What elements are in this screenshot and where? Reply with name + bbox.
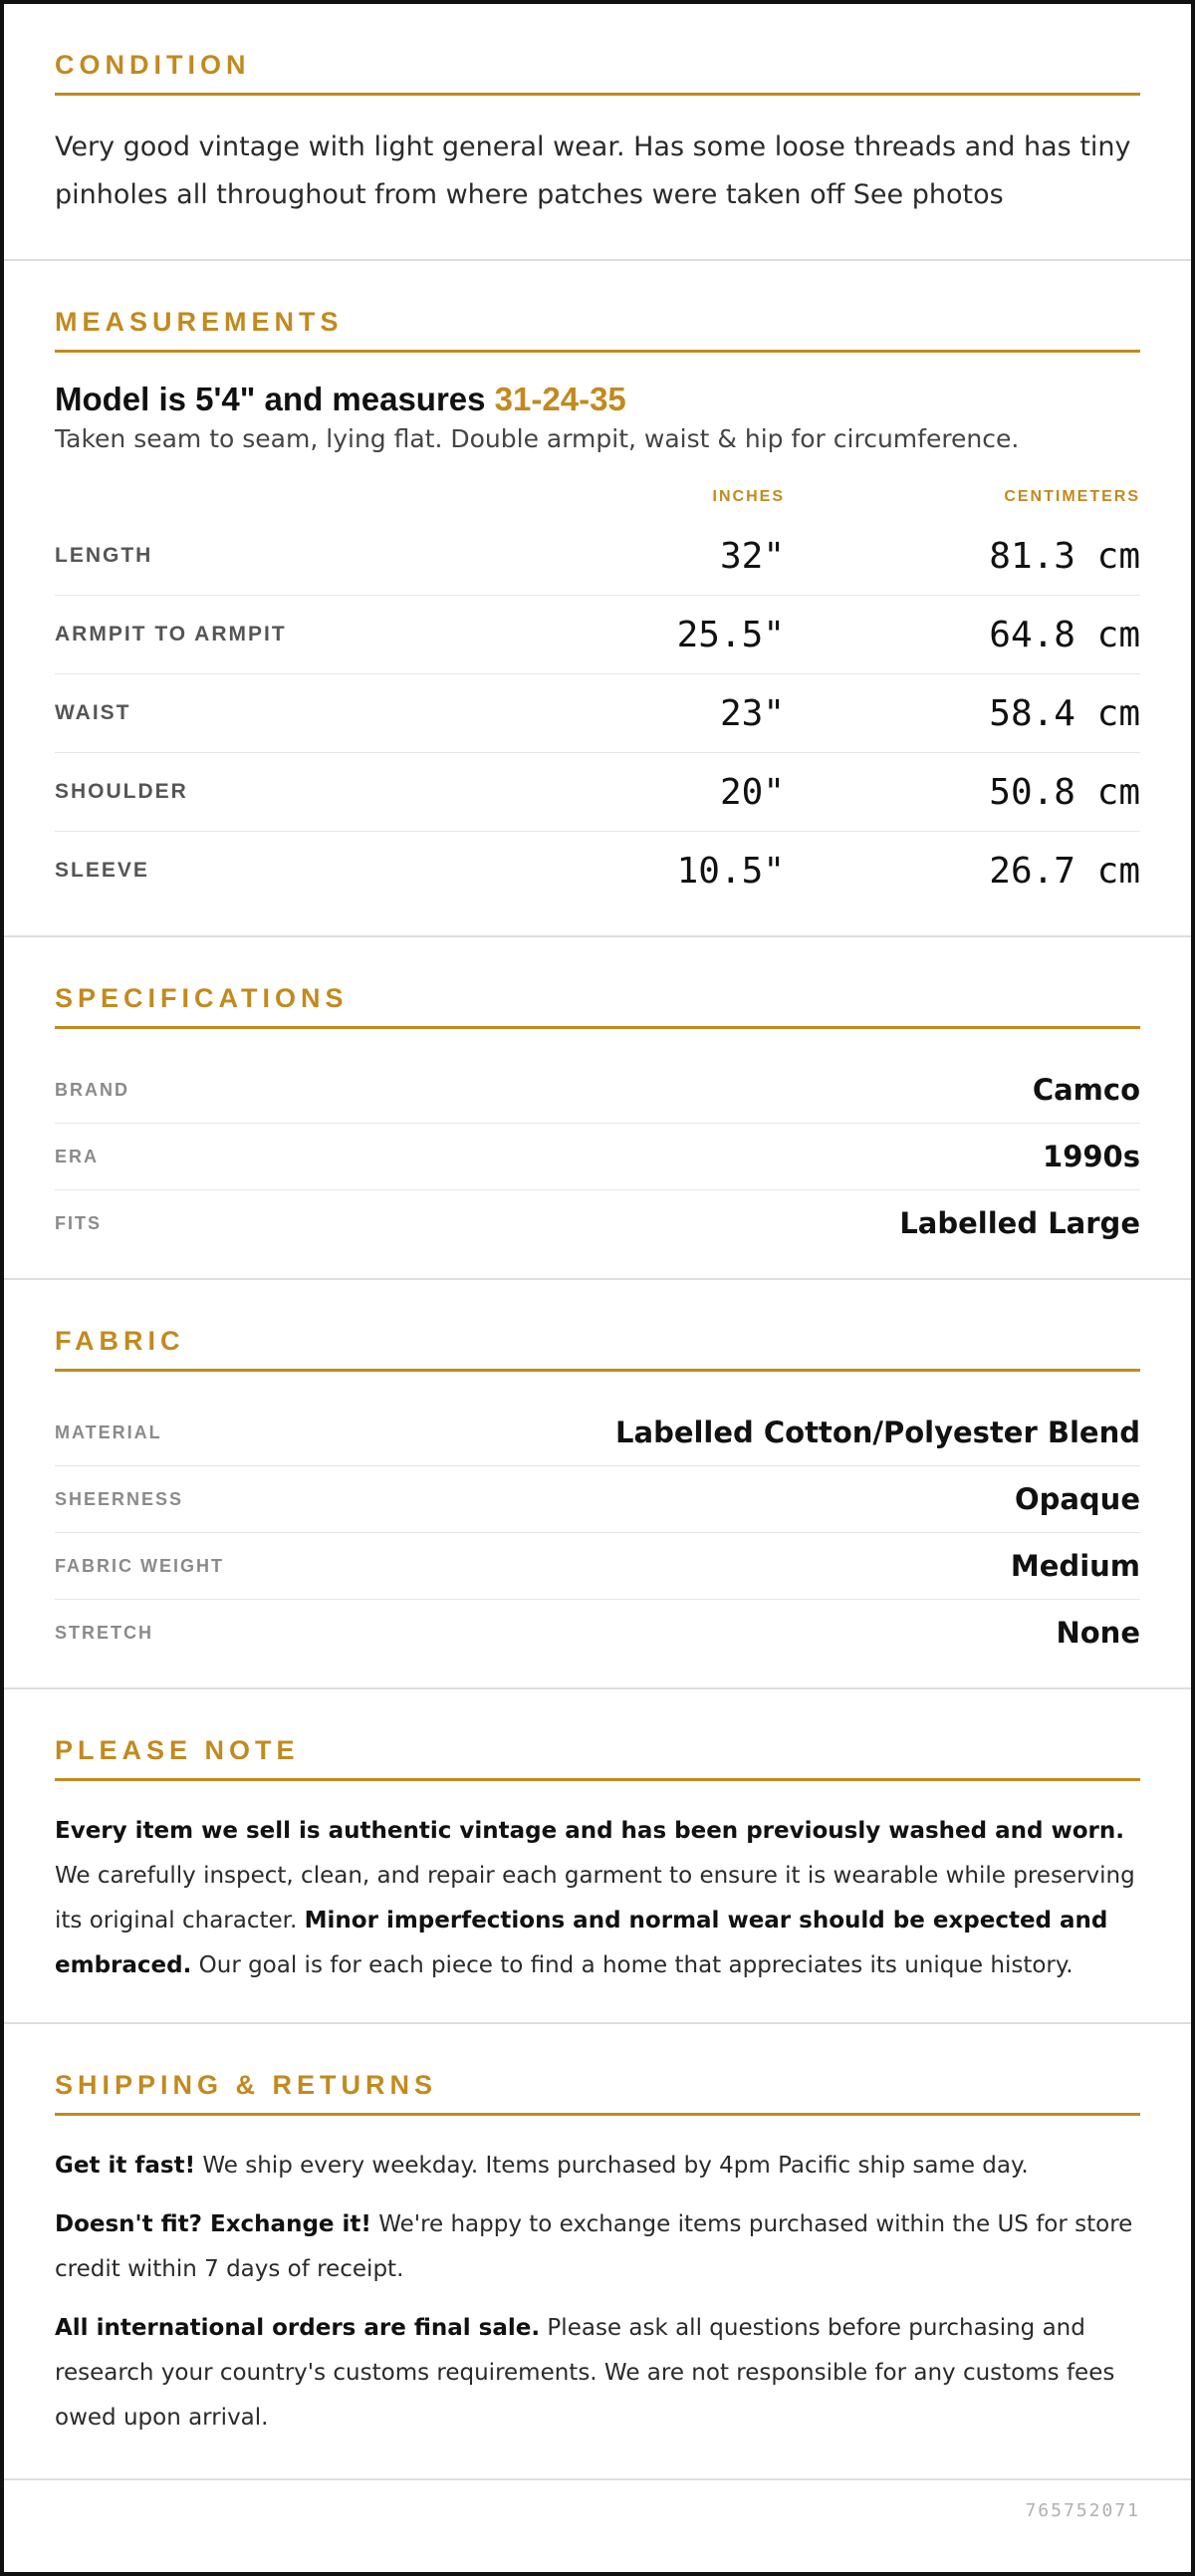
condition-section bbox=[4, 4, 1191, 261]
measurement-cm: 26.7 cm bbox=[989, 850, 1140, 892]
measurement-inches: 20" bbox=[719, 771, 785, 813]
measurements-table bbox=[55, 477, 1140, 909]
measurement-row bbox=[55, 517, 1140, 596]
fabric-row bbox=[55, 1600, 1140, 1666]
measurement-row bbox=[55, 674, 1140, 753]
measurements-subtitle: Taken seam to seam, lying flat. Double armpit, waist & hip for circumference. bbox=[55, 424, 1020, 453]
measurement-cm: 64.8 cm bbox=[989, 614, 1140, 655]
fabric-section bbox=[4, 1280, 1191, 1689]
fabric-row bbox=[55, 1466, 1140, 1533]
shipping-paragraph bbox=[55, 2202, 1140, 2292]
model-info-prefix: Model is 5'4" and measures bbox=[55, 381, 495, 417]
spec-row bbox=[55, 1190, 1140, 1256]
measurement-inches: 10.5" bbox=[676, 850, 785, 892]
condition-title: CONDITION bbox=[55, 50, 1140, 96]
fabric-row bbox=[55, 1400, 1140, 1466]
note-text-1: We carefully inspect, clean, and repair each garment to ensure it is wearable while preserving its original character. bbox=[55, 1863, 1135, 1933]
spec-label: FITS bbox=[55, 1212, 102, 1233]
please-note-section bbox=[4, 1689, 1191, 2024]
measurement-row bbox=[55, 832, 1140, 909]
condition-text: Very good vintage with light general wear. Has some loose threads and has tiny pinholes all throughout from where patches were taken off See photos bbox=[55, 131, 1131, 210]
measurement-label: WAIST bbox=[55, 701, 131, 724]
measurement-label: ARMPIT TO ARMPIT bbox=[55, 623, 287, 645]
note-bold-1: Every item we sell is authentic vintage and has been previously washed and worn. bbox=[55, 1818, 1124, 1844]
measurements-header bbox=[55, 477, 1140, 517]
model-info bbox=[55, 381, 1140, 418]
measurements-section bbox=[4, 261, 1191, 937]
shipping-paragraph bbox=[55, 2144, 1140, 2189]
measurement-label: SLEEVE bbox=[55, 859, 149, 882]
shipping-text: We ship every weekday. Items purchased by 4pm Pacific ship same day. bbox=[195, 2153, 1029, 2179]
sku-number: 765752071 bbox=[1025, 2500, 1140, 2521]
measurement-label: SHOULDER bbox=[55, 780, 188, 803]
measurement-cm: 81.3 cm bbox=[989, 535, 1140, 577]
footer bbox=[4, 2480, 1191, 2521]
spec-value: Camco bbox=[1032, 1073, 1140, 1107]
shipping-section bbox=[4, 2024, 1191, 2480]
spec-label: ERA bbox=[55, 1146, 100, 1166]
specifications-section bbox=[4, 937, 1191, 1280]
measurement-inches: 32" bbox=[719, 535, 785, 577]
fabric-label: STRETCH bbox=[55, 1622, 153, 1643]
shipping-bold: All international orders are final sale. bbox=[55, 2315, 541, 2341]
spec-value: Labelled Large bbox=[899, 1206, 1140, 1240]
fabric-title: FABRIC bbox=[55, 1326, 1140, 1372]
measurement-inches: 23" bbox=[719, 692, 785, 734]
measurement-inches: 25.5" bbox=[676, 614, 785, 655]
fabric-value: Medium bbox=[1010, 1549, 1140, 1583]
fabric-label: FABRIC WEIGHT bbox=[55, 1555, 224, 1576]
shipping-bold: Get it fast! bbox=[55, 2153, 196, 2179]
please-note-title: PLEASE NOTE bbox=[55, 1735, 1140, 1781]
fabric-value: None bbox=[1056, 1616, 1140, 1650]
spec-label: BRAND bbox=[55, 1079, 129, 1100]
shipping-bold: Doesn't fit? Exchange it! bbox=[55, 2211, 371, 2237]
fabric-row bbox=[55, 1533, 1140, 1600]
measurement-label: LENGTH bbox=[55, 544, 153, 567]
shipping-title: SHIPPING & RETURNS bbox=[55, 2070, 1140, 2116]
measurement-cm: 50.8 cm bbox=[989, 771, 1140, 813]
shipping-text: We're happy to exchange items purchased within the US for store credit within 7 days of receipt. bbox=[55, 2211, 1133, 2282]
model-measures: 31-24-35 bbox=[494, 381, 626, 417]
note-text-2: Our goal is for each piece to find a home that appreciates its unique history. bbox=[191, 1952, 1074, 1978]
fabric-label: SHEERNESS bbox=[55, 1488, 184, 1509]
spec-value: 1990s bbox=[1043, 1140, 1140, 1173]
specifications-title: SPECIFICATIONS bbox=[55, 983, 1140, 1029]
inches-column-header: INCHES bbox=[712, 488, 785, 505]
centimeters-column-header: CENTIMETERS bbox=[1004, 488, 1140, 505]
shipping-text: Please ask all questions before purchasing and research your country's customs requirements. We are not responsible for any customs fees owed upon arrival. bbox=[55, 2315, 1115, 2431]
please-note-text bbox=[55, 1809, 1140, 1988]
note-bold-2: Minor imperfections and normal wear should be expected and embraced. bbox=[55, 1908, 1108, 1978]
fabric-value: Opaque bbox=[1014, 1482, 1140, 1516]
measurement-row bbox=[55, 753, 1140, 832]
spec-row bbox=[55, 1057, 1140, 1124]
measurements-title: MEASUREMENTS bbox=[55, 307, 1140, 353]
measurement-cm: 58.4 cm bbox=[989, 692, 1140, 734]
fabric-value: Labelled Cotton/Polyester Blend bbox=[615, 1416, 1140, 1449]
measurement-row bbox=[55, 596, 1140, 674]
spec-row bbox=[55, 1124, 1140, 1190]
shipping-paragraph bbox=[55, 2306, 1140, 2441]
fabric-label: MATERIAL bbox=[55, 1421, 162, 1442]
